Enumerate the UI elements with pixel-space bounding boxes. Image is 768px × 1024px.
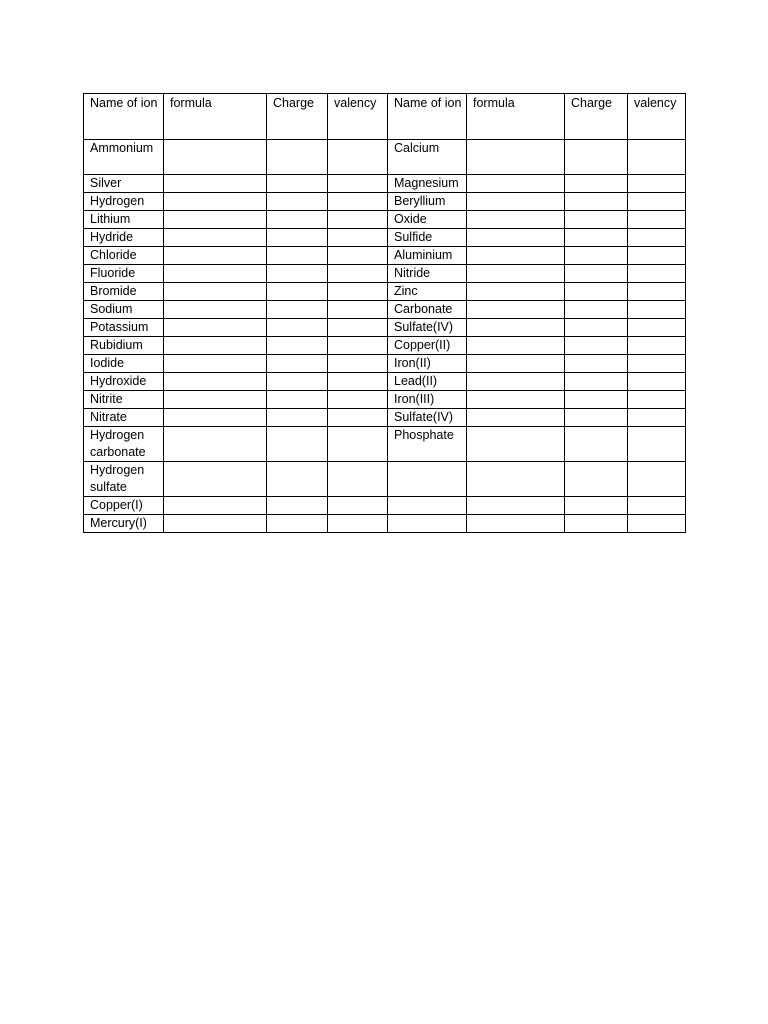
ion-name-cell: Phosphate [388,427,467,462]
ion-name-cell: Bromide [84,283,164,301]
valency-cell [328,427,388,462]
formula-cell [164,427,267,462]
formula-cell [467,301,565,319]
ion-name-cell: Nitride [388,265,467,283]
valency-cell [628,140,686,175]
formula-cell [164,283,267,301]
ion-name-cell: Iodide [84,355,164,373]
valency-cell [328,175,388,193]
valency-cell [328,283,388,301]
formula-cell [164,373,267,391]
table-row [84,427,686,462]
header-row [84,94,686,140]
ion-name-cell [388,515,467,533]
valency-cell [328,497,388,515]
table-row [84,211,686,229]
table-row [84,319,686,337]
table-row [84,283,686,301]
valency-cell [628,211,686,229]
ion-name-cell [388,497,467,515]
formula-cell [164,391,267,409]
charge-cell [267,140,328,175]
ion-name-cell: Sulfide [388,229,467,247]
formula-cell [164,229,267,247]
valency-cell [328,319,388,337]
ion-name-cell: Sulfate(IV) [388,409,467,427]
charge-cell [565,193,628,211]
charge-cell [267,391,328,409]
charge-cell [267,373,328,391]
ion-name-cell: Sulfate(IV) [388,319,467,337]
charge-cell [267,265,328,283]
table-row [84,175,686,193]
charge-cell [267,247,328,265]
formula-cell [164,265,267,283]
ion-name-cell: Nitrite [84,391,164,409]
ion-name-cell: Aluminium [388,247,467,265]
formula-cell [164,301,267,319]
header-valency: valency [328,94,388,140]
table-row [84,140,686,175]
valency-cell [628,193,686,211]
charge-cell [267,229,328,247]
charge-cell [267,211,328,229]
ion-name-cell: Hydrogen carbonate [84,427,164,462]
charge-cell [267,193,328,211]
charge-cell [267,462,328,497]
valency-cell [628,391,686,409]
valency-cell [628,373,686,391]
formula-cell [164,337,267,355]
formula-cell [467,229,565,247]
formula-cell [467,355,565,373]
table-row [84,391,686,409]
formula-cell [467,337,565,355]
formula-cell [467,391,565,409]
charge-cell [267,409,328,427]
valency-cell [328,462,388,497]
charge-cell [565,462,628,497]
ion-name-cell: Carbonate [388,301,467,319]
charge-cell [565,283,628,301]
ion-name-cell: Beryllium [388,193,467,211]
charge-cell [565,515,628,533]
charge-cell [267,283,328,301]
valency-cell [328,140,388,175]
charge-cell [565,175,628,193]
formula-cell [467,265,565,283]
ion-name-cell [388,462,467,497]
charge-cell [267,301,328,319]
valency-cell [328,193,388,211]
formula-cell [467,140,565,175]
formula-cell [164,175,267,193]
table-row [84,337,686,355]
ion-name-cell: Rubidium [84,337,164,355]
table-row [84,515,686,533]
ion-name-cell: Ammonium [84,140,164,175]
ion-name-cell: Mercury(I) [84,515,164,533]
ion-table-body [84,140,686,533]
ion-name-cell: Sodium [84,301,164,319]
table-row [84,229,686,247]
table-row [84,497,686,515]
charge-cell [565,337,628,355]
formula-cell [467,247,565,265]
ion-name-cell: Zinc [388,283,467,301]
valency-cell [628,515,686,533]
ion-name-cell: Hydroxide [84,373,164,391]
valency-cell [328,337,388,355]
header-formula-2: formula [467,94,565,140]
ion-name-cell: Hydride [84,229,164,247]
charge-cell [565,497,628,515]
valency-cell [628,265,686,283]
formula-cell [164,462,267,497]
charge-cell [565,247,628,265]
table-row [84,355,686,373]
formula-cell [164,515,267,533]
valency-cell [328,391,388,409]
ion-name-cell: Copper(II) [388,337,467,355]
table-row [84,409,686,427]
valency-cell [328,265,388,283]
valency-cell [328,409,388,427]
ion-name-cell: Lithium [84,211,164,229]
valency-cell [628,462,686,497]
formula-cell [164,193,267,211]
valency-cell [328,301,388,319]
formula-cell [467,211,565,229]
charge-cell [267,515,328,533]
charge-cell [267,337,328,355]
ion-name-cell: Copper(I) [84,497,164,515]
ion-name-cell: Hydrogen sulfate [84,462,164,497]
header-formula: formula [164,94,267,140]
table-row [84,462,686,497]
valency-cell [628,247,686,265]
header-valency-2: valency [628,94,686,140]
formula-cell [467,409,565,427]
valency-cell [628,301,686,319]
table-row [84,373,686,391]
table-row [84,193,686,211]
ion-name-cell: Iron(II) [388,355,467,373]
formula-cell [467,373,565,391]
table-row [84,247,686,265]
formula-cell [164,409,267,427]
formula-cell [164,497,267,515]
header-charge: Charge [267,94,328,140]
valency-cell [628,175,686,193]
formula-cell [164,140,267,175]
ion-name-cell: Iron(III) [388,391,467,409]
formula-cell [164,319,267,337]
valency-cell [328,229,388,247]
valency-cell [628,497,686,515]
charge-cell [267,427,328,462]
formula-cell [467,497,565,515]
valency-cell [328,515,388,533]
charge-cell [565,409,628,427]
table-row [84,301,686,319]
charge-cell [565,211,628,229]
ion-name-cell: Silver [84,175,164,193]
ion-name-cell: Nitrate [84,409,164,427]
valency-cell [628,319,686,337]
charge-cell [565,319,628,337]
formula-cell [164,211,267,229]
valency-cell [628,427,686,462]
ion-name-cell: Potassium [84,319,164,337]
formula-cell [467,427,565,462]
formula-cell [467,319,565,337]
charge-cell [565,140,628,175]
formula-cell [164,247,267,265]
charge-cell [267,319,328,337]
ion-name-cell: Hydrogen [84,193,164,211]
valency-cell [628,229,686,247]
charge-cell [565,229,628,247]
ion-name-cell: Chloride [84,247,164,265]
valency-cell [628,355,686,373]
ion-name-cell: Fluoride [84,265,164,283]
charge-cell [267,175,328,193]
valency-cell [328,247,388,265]
charge-cell [565,265,628,283]
valency-cell [628,409,686,427]
charge-cell [267,497,328,515]
ion-name-cell: Lead(II) [388,373,467,391]
header-name-of-ion-2: Name of ion [388,94,467,140]
ion-name-cell: Calcium [388,140,467,175]
ion-table [83,93,686,533]
formula-cell [467,193,565,211]
formula-cell [467,175,565,193]
charge-cell [565,391,628,409]
valency-cell [628,283,686,301]
valency-cell [328,211,388,229]
formula-cell [467,462,565,497]
charge-cell [565,355,628,373]
table-row [84,265,686,283]
formula-cell [467,515,565,533]
charge-cell [565,373,628,391]
ion-name-cell: Oxide [388,211,467,229]
formula-cell [467,283,565,301]
charge-cell [565,427,628,462]
valency-cell [628,337,686,355]
header-name-of-ion: Name of ion [84,94,164,140]
header-charge-2: Charge [565,94,628,140]
charge-cell [267,355,328,373]
charge-cell [565,301,628,319]
ion-name-cell: Magnesium [388,175,467,193]
valency-cell [328,355,388,373]
formula-cell [164,355,267,373]
valency-cell [328,373,388,391]
